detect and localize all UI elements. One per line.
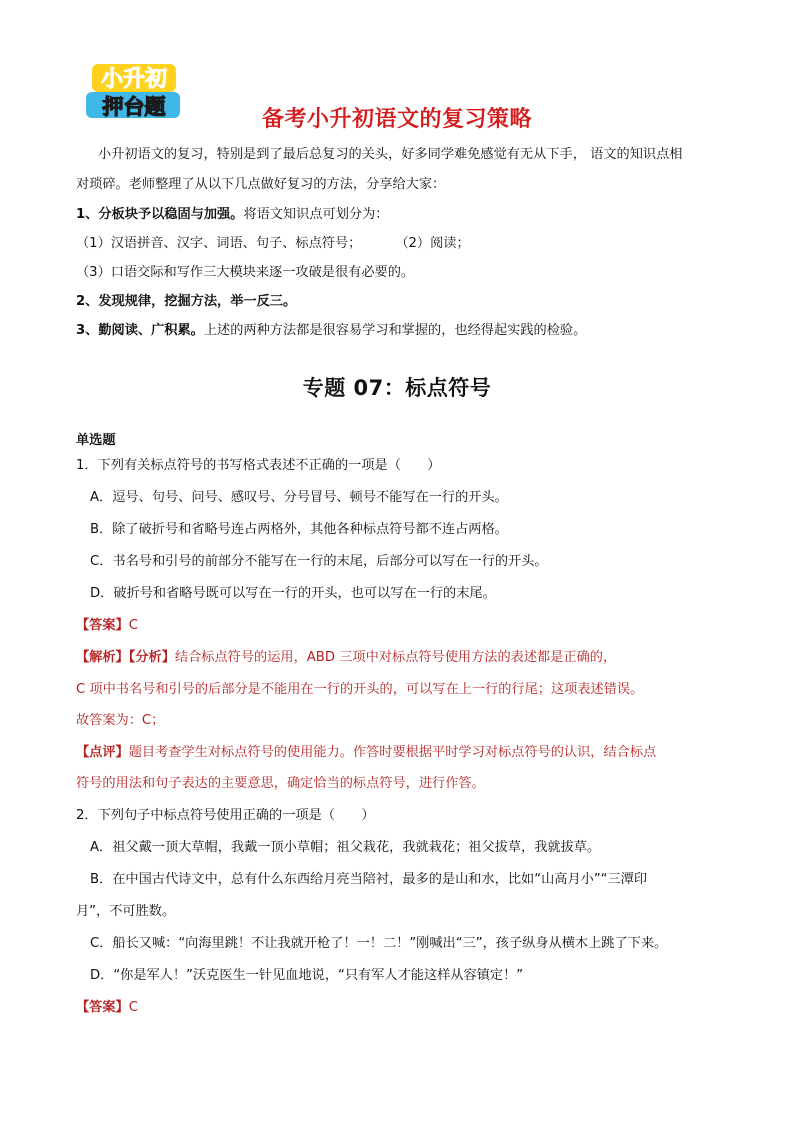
strategy-1-text: 将语文知识点可划分为： bbox=[243, 207, 389, 222]
q1-answer-value: C bbox=[128, 618, 138, 633]
strategy-1-heading: 1、分板块予以稳固与加强。 bbox=[76, 207, 244, 222]
strategy-2: 2、发现规律，挖掘方法，举一反三。 bbox=[76, 294, 297, 309]
q2-answer bbox=[76, 997, 726, 1019]
q1-comment-tag: 【点评】 bbox=[76, 745, 129, 760]
topic-title: 专题 07：标点符号 bbox=[302, 376, 492, 400]
strategy-1-item-a: （1）汉语拼音、汉字、词语、句子、标点符号； bbox=[76, 236, 362, 251]
q1-comment-text-1: 题目考查学生对标点符号的使用能力。作答时要根据平时学习对标点符号的认识，结合标点 bbox=[128, 745, 657, 760]
q2-answer-value: C bbox=[128, 1000, 138, 1015]
strategy-1-item-b: （2）阅读； bbox=[395, 236, 470, 251]
q2-answer-tag: 【答案】 bbox=[76, 1000, 129, 1015]
q1-comment-1 bbox=[76, 742, 726, 764]
q1-analysis-2: C 项中书名号和引号的后部分是不能用在一行的开头的，可以写在上一行的行尾；这项表述错误。 bbox=[76, 682, 644, 697]
logo-text-2: 押台题 bbox=[102, 95, 166, 119]
page-title: 备考小升初语文的复习策略 bbox=[261, 107, 532, 132]
intro-line-1: 小升初语文的复习，特别是到了最后总复习的关头，好多同学难免感觉有无从下手， 语文的知识点相 bbox=[98, 147, 683, 162]
q2-option-d: D．“你是军人！”沃克医生一针见血地说，“只有军人才能这样从容镇定！” bbox=[90, 968, 524, 983]
strategy-1-items bbox=[76, 233, 726, 255]
q1-option-c: C．书名号和引号的前部分不能写在一行的末尾，后部分可以写在一行的开头。 bbox=[90, 554, 548, 569]
q1-answer bbox=[76, 615, 726, 637]
q2-option-b-2: 月”，不可胜数。 bbox=[76, 904, 176, 919]
q2-option-c: C．船长又喊：“向海里跳！不让我就开枪了！一！二！”刚喊出“三”，孩子纵身从横木上跳了下来。 bbox=[90, 936, 668, 951]
q1-analysis-subtag: 【分析】 bbox=[128, 650, 175, 665]
q1-stem: 1．下列有关标点符号的书写格式表述不正确的一项是（ ） bbox=[76, 458, 441, 473]
strategy-3-text: 上述的两种方法都是很容易学习和掌握的，也经得起实践的检验。 bbox=[203, 323, 587, 338]
q2-stem: 2．下列句子中标点符号使用正确的一项是（ ） bbox=[76, 808, 375, 823]
strategy-3-heading: 3、勤阅读、广积累。 bbox=[76, 323, 204, 338]
section-label: 单选题 bbox=[76, 433, 116, 448]
q1-option-b: B．除了破折号和省略号连占两格外，其他各种标点符号都不连占两格。 bbox=[90, 522, 508, 537]
q1-analysis-text-1: 结合标点符号的运用，ABD 三项中对标点符号使用方法的表述都是正确的， bbox=[174, 650, 617, 665]
q1-analysis-3: 故答案为：C； bbox=[76, 713, 165, 728]
strategy-1 bbox=[76, 204, 726, 226]
strategy-1-item-c: （3）口语交际和写作三大模块来逐一攻破是很有必要的。 bbox=[76, 265, 415, 280]
strategy-3 bbox=[76, 320, 726, 342]
q1-comment-2: 符号的用法和句子表达的主要意思，确定恰当的标点符号，进行作答。 bbox=[76, 776, 485, 791]
q1-analysis-1 bbox=[76, 647, 726, 669]
q1-option-d: D．破折号和省略号既可以写在一行的开头，也可以写在一行的末尾。 bbox=[90, 586, 496, 601]
q2-option-a: A．祖父戴一顶大草帽，我戴一顶小草帽；祖父栽花，我就栽花；祖父拔草，我就拔草。 bbox=[90, 840, 601, 855]
intro-line-2: 对琐碎。老师整理了从以下几点做好复习的方法，分享给大家： bbox=[76, 177, 446, 192]
q1-answer-tag: 【答案】 bbox=[76, 618, 129, 633]
logo-text-1: 小升初 bbox=[100, 67, 168, 92]
q1-analysis-tag: 【解析】 bbox=[76, 650, 129, 665]
q2-option-b-1: B．在中国古代诗文中，总有什么东西给月亮当陪衬，最多的是山和水，比如“山高月小”“三潭印 bbox=[90, 872, 648, 887]
q1-option-a: A．逗号、句号、问号、感叹号、分号冒号、顿号不能写在一行的开头。 bbox=[90, 490, 508, 505]
